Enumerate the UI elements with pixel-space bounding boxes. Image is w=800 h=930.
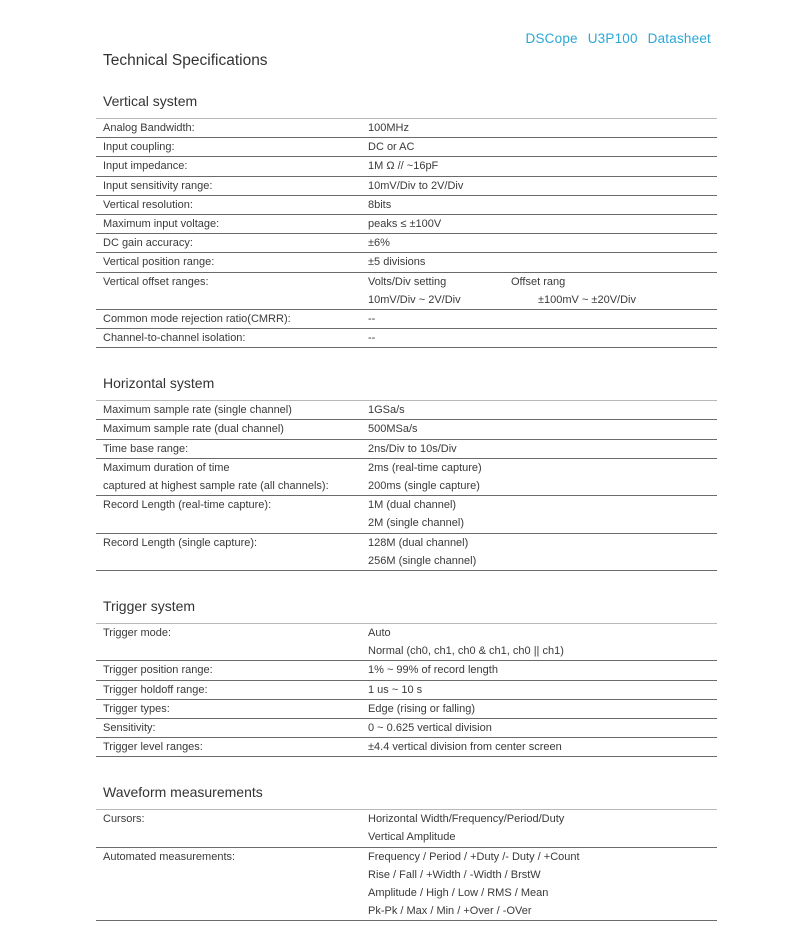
- spec-text-line: Frequency / Period / +Duty /- Duty / +Count: [368, 850, 580, 863]
- spec-label: [96, 253, 368, 271]
- spec-value: [368, 661, 717, 679]
- spec-text-line: Pk-Pk / Max / Min / +Over / -OVer: [368, 905, 532, 918]
- doc-header-title: DSCope U3P100 Datasheet: [525, 31, 711, 46]
- spec-text-line: Input sensitivity range:: [103, 179, 213, 192]
- spec-row: [96, 661, 717, 680]
- spec-text-line: 8bits: [368, 198, 392, 211]
- spec-text-line: Volts/Div setting: [368, 275, 447, 288]
- spec-text-line: 1M (dual channel): [368, 499, 457, 512]
- spec-text-line: ±4.4 vertical division from center screen: [368, 741, 562, 754]
- spec-value: [368, 624, 717, 660]
- spec-text-line: DC gain accuracy:: [103, 237, 193, 250]
- spec-label: [96, 459, 368, 495]
- spec-value: [368, 459, 717, 495]
- spec-row: [96, 496, 717, 533]
- spec-text-line: DC or AC: [368, 141, 415, 154]
- spec-text-line: Common mode rejection ratio(CMRR):: [103, 312, 291, 325]
- spec-label: [96, 273, 368, 309]
- spec-text-line: Trigger holdoff range:: [103, 683, 208, 696]
- spec-text-line: Trigger level ranges:: [103, 741, 203, 754]
- spec-value: [368, 401, 717, 419]
- spec-row: [96, 310, 717, 329]
- spec-label: [96, 157, 368, 175]
- spec-row: [96, 177, 717, 196]
- spec-text-line: 200ms (single capture): [368, 480, 480, 492]
- spec-text-line: 500MSa/s: [368, 423, 418, 436]
- spec-text-line: Rise / Fall / +Width / -Width / BrstW: [368, 868, 541, 881]
- spec-text-line: 1GSa/s: [368, 404, 405, 417]
- spec-row: [96, 329, 717, 348]
- spec-text-line: Trigger types:: [103, 702, 170, 715]
- spec-text-line: Amplitude / High / Low / RMS / Mean: [368, 887, 549, 899]
- spec-text-line: Automated measurements:: [103, 850, 236, 863]
- spec-text-line: ±6%: [368, 237, 390, 250]
- spec-table: [96, 809, 717, 921]
- spec-text-line: 1% ~ 99% of record length: [368, 664, 498, 677]
- spec-value: [368, 310, 717, 328]
- spec-label: [96, 738, 368, 756]
- spec-value: [368, 215, 717, 233]
- spec-row: [96, 253, 717, 272]
- spec-text-line: captured at highest sample rate (all channels):: [103, 480, 329, 492]
- spec-text-line: Trigger mode:: [103, 626, 172, 639]
- spec-value: [368, 157, 717, 175]
- spec-label: [96, 420, 368, 438]
- spec-value: [368, 496, 717, 532]
- spec-value: [368, 810, 717, 846]
- spec-row: [96, 196, 717, 215]
- spec-text-line: peaks ≤ ±100V: [368, 217, 442, 230]
- spec-text-line: 256M (single channel): [368, 554, 477, 567]
- spec-row: [96, 138, 717, 157]
- spec-label: [96, 700, 368, 718]
- spec-text-line: 2ns/Div to 10s/Div: [368, 442, 457, 455]
- spec-value: [368, 329, 717, 347]
- spec-text-line: Cursors:: [103, 813, 145, 826]
- spec-label: [96, 234, 368, 252]
- spec-value: [368, 848, 717, 921]
- spec-text-line: ±100mV ~ ±20V/Div: [538, 293, 636, 306]
- spec-value: [368, 420, 717, 438]
- spec-label: [96, 719, 368, 737]
- spec-label: [96, 534, 368, 570]
- spec-text-line: --: [368, 332, 376, 345]
- spec-row: [96, 420, 717, 439]
- spec-text-line: 2M (single channel): [368, 517, 464, 530]
- spec-text-line: Maximum sample rate (single channel): [103, 404, 292, 417]
- spec-text-line: Horizontal Width/Frequency/Period/Duty: [368, 813, 565, 826]
- spec-value: [368, 534, 717, 570]
- spec-text-line: Input impedance:: [103, 160, 188, 173]
- spec-value: [368, 700, 717, 718]
- spec-text-line: Normal (ch0, ch1, ch0 & ch1, ch0 || ch1): [368, 645, 564, 658]
- spec-label: [96, 119, 368, 137]
- spec-label: [96, 848, 368, 921]
- spec-text-line: Vertical Amplitude: [368, 831, 456, 844]
- spec-value-secondary: [511, 273, 717, 309]
- spec-value: [368, 138, 717, 156]
- spec-label: [96, 624, 368, 660]
- spec-value: [368, 119, 717, 137]
- spec-label: [96, 329, 368, 347]
- spec-label: [96, 138, 368, 156]
- sections-container: [96, 93, 717, 921]
- spec-row: [96, 681, 717, 700]
- spec-row: [96, 157, 717, 176]
- spec-text-line: Time base range:: [103, 442, 189, 455]
- spec-text-line: Input coupling:: [103, 141, 175, 154]
- spec-row: [96, 273, 717, 310]
- spec-text-line: Maximum sample rate (dual channel): [103, 423, 284, 436]
- spec-row: [96, 234, 717, 253]
- spec-row: [96, 119, 717, 138]
- spec-text-line: 2ms (real-time capture): [368, 461, 482, 474]
- spec-text-line: 1 us ~ 10 s: [368, 683, 423, 696]
- spec-row: [96, 440, 717, 459]
- spec-value: [368, 273, 511, 309]
- spec-value: [368, 738, 717, 756]
- spec-row: [96, 700, 717, 719]
- spec-text-line: Offset rang: [511, 275, 566, 288]
- spec-row: [96, 215, 717, 234]
- spec-text-line: 128M (dual channel): [368, 536, 469, 549]
- spec-text-line: Vertical offset ranges:: [103, 275, 209, 288]
- spec-value: [368, 234, 717, 252]
- spec-row: [96, 624, 717, 661]
- spec-label: [96, 440, 368, 458]
- spec-text-line: Vertical resolution:: [103, 198, 193, 211]
- spec-label: [96, 810, 368, 846]
- spec-text-line: Channel-to-channel isolation:: [103, 332, 246, 345]
- spec-text-line: Record Length (single capture):: [103, 536, 258, 549]
- spec-text-line: Maximum input voltage:: [103, 217, 220, 230]
- spec-text-line: Vertical position range:: [103, 256, 215, 269]
- spec-table: [96, 118, 717, 348]
- page-title: Technical Specifications: [103, 52, 268, 69]
- spec-row: [96, 459, 717, 496]
- spec-row: [96, 810, 717, 847]
- spec-value: [368, 196, 717, 214]
- section-heading: Trigger system: [103, 597, 196, 614]
- spec-label: [96, 215, 368, 233]
- spec-row: [96, 738, 717, 757]
- section-heading: Horizontal system: [103, 375, 215, 392]
- spec-row: [96, 719, 717, 738]
- spec-label: [96, 496, 368, 532]
- spec-value: [368, 177, 717, 195]
- spec-text-line: 1M Ω // ~16pF: [368, 160, 439, 173]
- spec-text-line: Maximum duration of time: [103, 461, 230, 474]
- spec-value: [368, 681, 717, 699]
- spec-text-line: ±5 divisions: [368, 256, 426, 269]
- spec-text-line: Analog Bandwidth:: [103, 122, 195, 134]
- spec-table: [96, 623, 717, 757]
- spec-text-line: --: [368, 312, 376, 325]
- spec-text-line: 10mV/Div ~ 2V/Div: [368, 293, 461, 306]
- spec-value: [368, 719, 717, 737]
- spec-text-line: Record Length (real-time capture):: [103, 499, 272, 512]
- spec-text-line: 10mV/Div to 2V/Div: [368, 179, 464, 192]
- spec-value: [368, 440, 717, 458]
- spec-text-line: 0 ~ 0.625 vertical division: [368, 721, 492, 734]
- spec-label: [96, 401, 368, 419]
- spec-text-line: Edge (rising or falling): [368, 702, 475, 715]
- spec-table: [96, 400, 717, 571]
- spec-label: [96, 681, 368, 699]
- spec-label: [96, 310, 368, 328]
- spec-text-line: 100MHz: [368, 122, 409, 134]
- spec-label: [96, 661, 368, 679]
- spec-label: [96, 177, 368, 195]
- spec-row: [96, 401, 717, 420]
- section-heading: Vertical system: [103, 93, 198, 109]
- content-area: [96, 0, 717, 930]
- spec-row: [96, 848, 717, 922]
- spec-row: [96, 534, 717, 571]
- spec-label: [96, 196, 368, 214]
- spec-text-line: Auto: [368, 626, 391, 639]
- spec-text-line: Sensitivity:: [103, 721, 156, 734]
- spec-text-line: Trigger position range:: [103, 664, 213, 677]
- section-heading: Waveform measurements: [103, 784, 263, 801]
- spec-value: [368, 253, 717, 271]
